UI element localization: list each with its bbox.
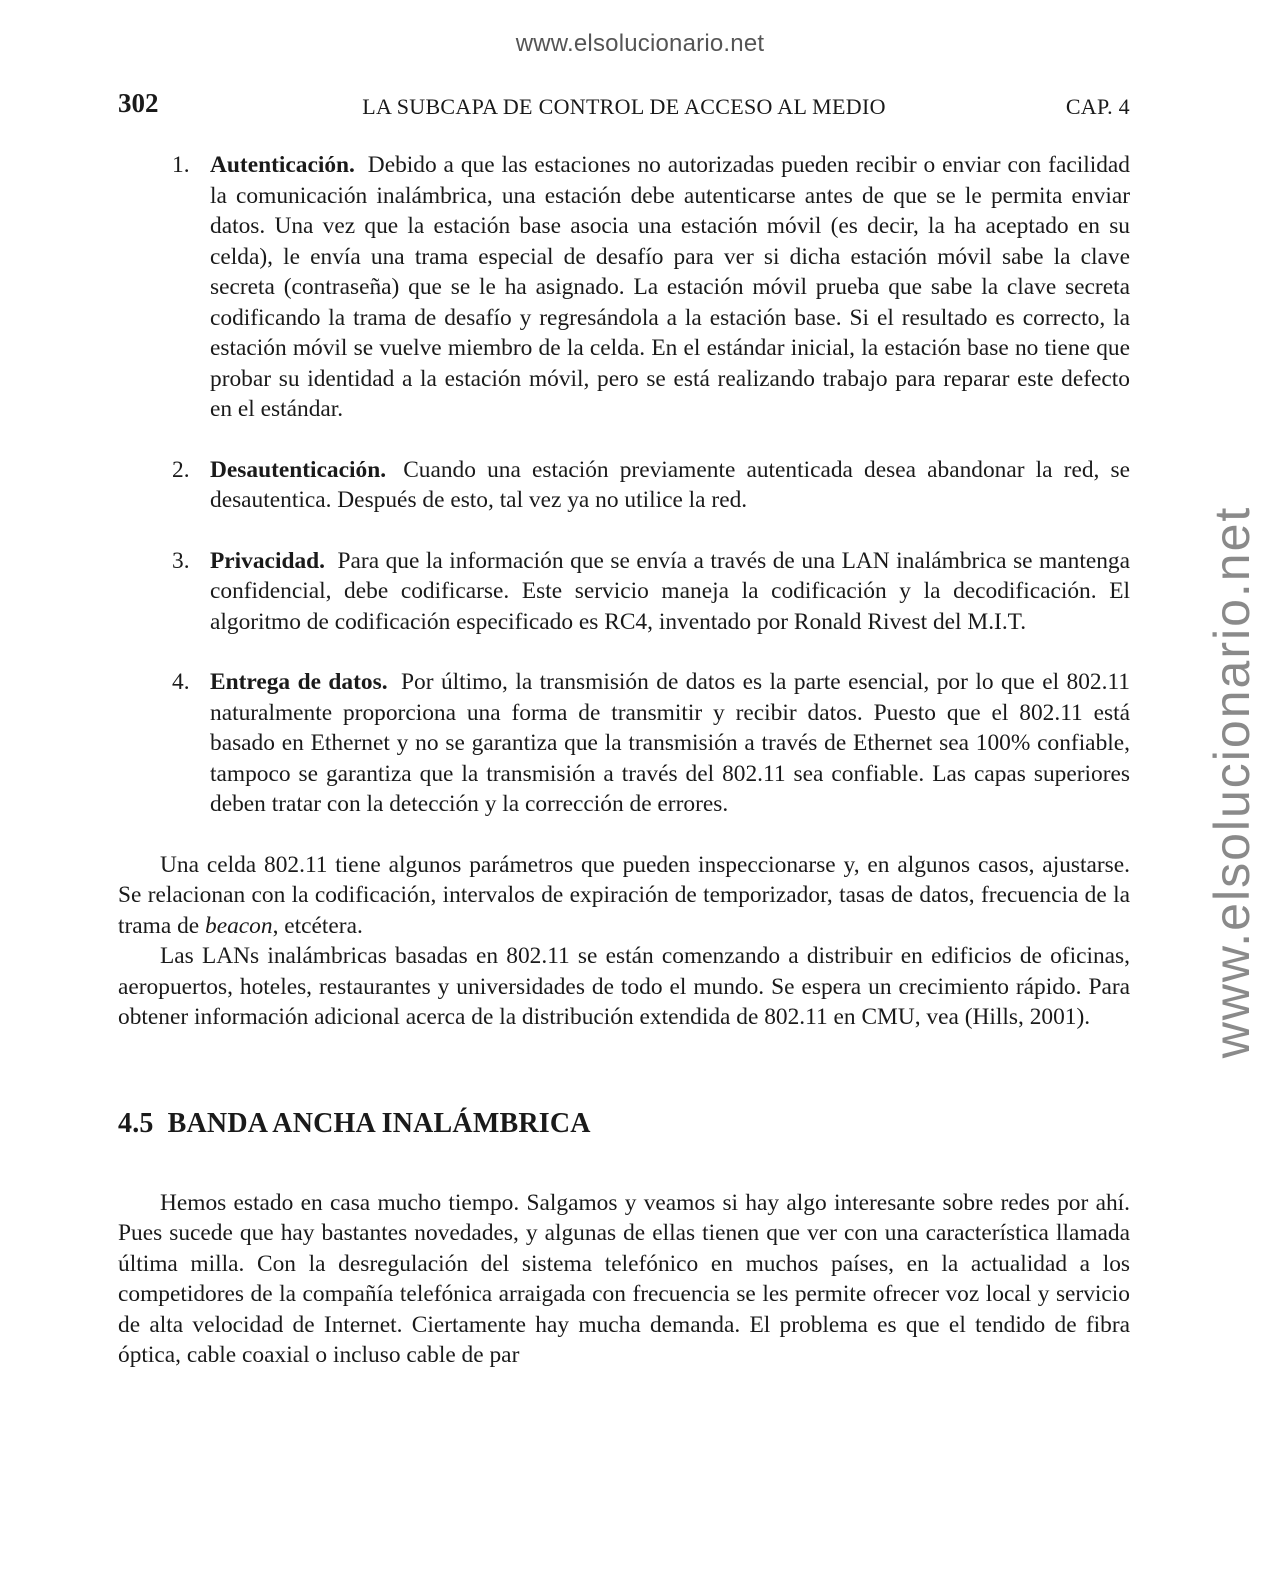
watermark-top: www.elsolucionario.net (515, 30, 765, 57)
italic-term: beacon (205, 912, 273, 939)
list-item-term: Desautenticación. (210, 456, 387, 483)
list-item (118, 667, 1130, 820)
page-number: 302 (118, 88, 159, 118)
list-item-term: Entrega de datos. (210, 669, 388, 695)
list-item-text: Para que la información que se envía a través de una LAN inalámbrica se mantenga confidencial, debe codificarse. Este servicio maneja la codificación y la decodificación. El algoritmo de codificación especificado es RC4, inventado por Ronald Rivest del M.I.T. (210, 547, 1130, 635)
list-item-number: 1. (172, 152, 190, 178)
list-item (118, 455, 1130, 516)
paragraph-broadband: Hemos estado en casa mucho tiempo. Salgamos y veamos si hay algo interesante sobre redes por ahí. Pues sucede que hay bastantes novedades, y algunas de ellas tienen que ver con una característica llamada última milla. Con la desregulación del sistema telefónico en muchos países, en la actualidad a los competidores de la compañía telefónica arraigada con frecuencia se les permite ofrecer voz local y servicio de alta velocidad de Internet. Ciertamente hay mucha demanda. El problema es que el tendido de fibra óptica, cable coaxial o incluso cable de par (118, 1189, 1130, 1368)
list-item-number: 4. (172, 669, 190, 695)
list-item-number: 2. (172, 456, 190, 483)
list-item-term: Autenticación. (210, 152, 355, 178)
section-heading (118, 1107, 1130, 1141)
chapter-label: CAP. 4 (1065, 94, 1130, 119)
running-head (118, 88, 1130, 128)
list-item (118, 150, 1130, 425)
chapter-title: LA SUBCAPA DE CONTROL DE ACCESO AL MEDIO (362, 94, 886, 119)
watermark-side: www.elsolucionario.net (1204, 505, 1260, 1059)
section-title: BANDA ANCHA INALÁMBRICA (167, 1107, 591, 1139)
paragraph-deployment: Las LANs inalámbricas basadas en 802.11 se están comenzando a distribuir en edificios de oficinas, aeropuertos, hoteles, restaurantes y universidades de todo el mundo. Se espera un crecimiento rápido. Para obtener información adicional acerca de la distribución extendida de 802.11 en CMU, vea (Hills, 2001). (118, 943, 1130, 1030)
paragraph-text: Una celda 802.11 tiene algunos parámetros que pueden inspeccionarse y, en algunos casos, ajustarse. Se relacionan con la codificación, intervalos de expiración de temporizador, tasas de datos, frecuencia de la trama de (118, 851, 1130, 939)
list-item-number: 3. (172, 547, 190, 574)
list-item-text: Cuando una estación previamente autenticada desea abandonar la red, se desautentica. Después de esto, tal vez ya no utilice la red. (210, 456, 1130, 513)
list-item (118, 546, 1130, 638)
list-item-text: Debido a que las estaciones no autorizadas pueden recibir o enviar con facilidad la comunicación inalámbrica, una estación debe autenticarse antes de que se le permita enviar datos. Una vez que la estación base asocia una estación móvil (es decir, la ha aceptado en su celda), le envía una trama especial de desafío para ver si dicha estación móvil sabe la clave secreta (contraseña) que se le ha asignado. La estación móvil prueba que sabe la clave secreta codificando la trama de desafío y regresándola a la estación base. Si el resultado es correcto, la estación móvil se vuelve miembro de la celda. En el estándar inicial, la estación base no tiene que probar su identidad a la estación móvil, pero se está realizando trabajo para reparar este defecto en el estándar. (210, 152, 1130, 422)
services-list (118, 150, 1130, 820)
section-number: 4.5 (118, 1107, 154, 1139)
page-body (118, 150, 1130, 1371)
paragraph-cell-parameters (118, 850, 1130, 942)
paragraph-text: , etcétera. (272, 912, 363, 939)
list-item-text: Por último, la transmisión de datos es la parte esencial, por lo que el 802.11 naturalmente proporciona una forma de transmitir y recibir datos. Puesto que el 802.11 está basado en Ethernet y no se garantiza que la transmisión a través de Ethernet sea 100% confiable, tampoco se garantiza que la transmisión a través del 802.11 sea confiable. Las capas superiores deben tratar con la detección y la corrección de errores. (210, 669, 1130, 817)
list-item-term: Privacidad. (210, 547, 326, 574)
